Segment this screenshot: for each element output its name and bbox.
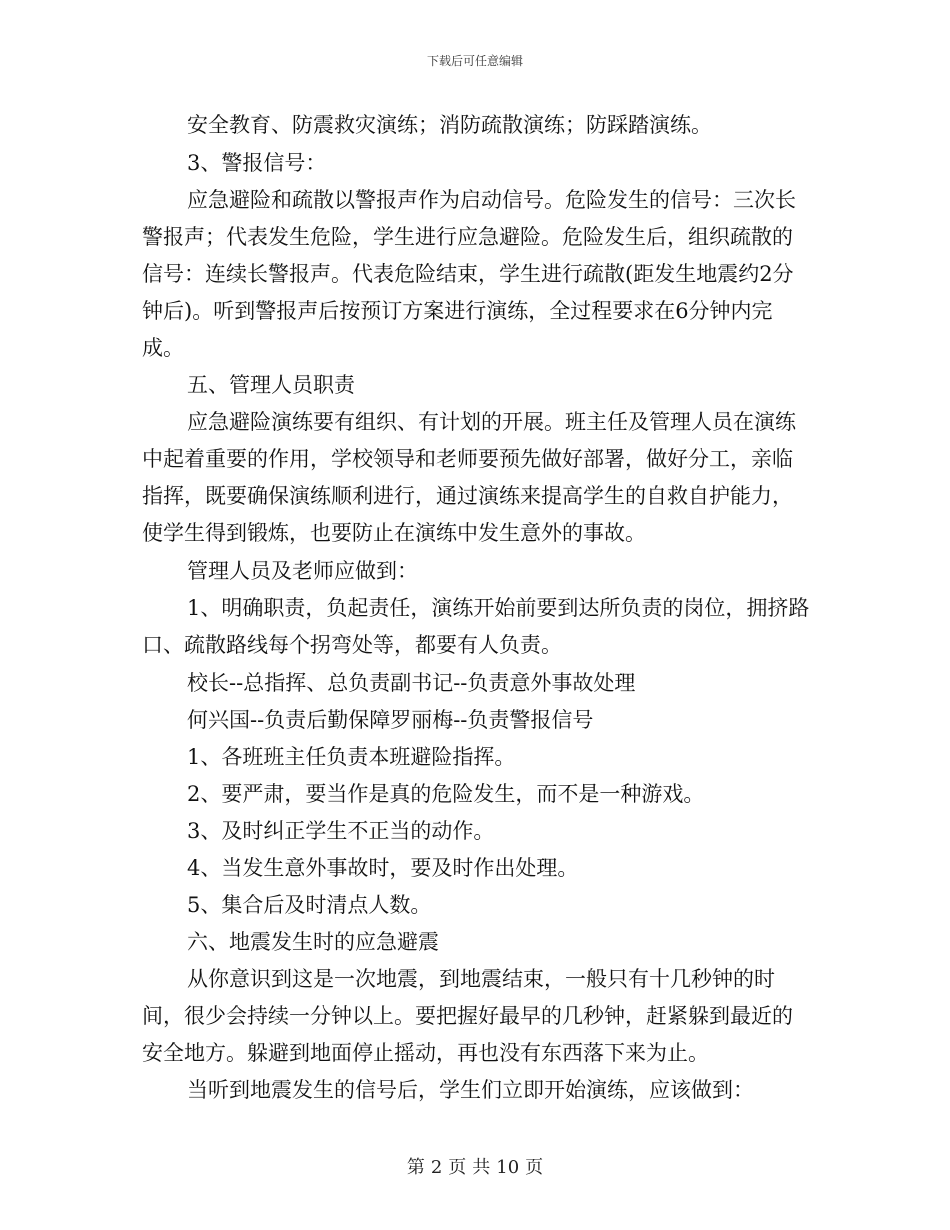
paragraph-alarm-signal: 应急避险和疏散以警报声作为启动信号。危险发生的信号：三次长警报声；代表发生危险，学生进行应急避险。危险发生后，组织疏散的信号：连续长警报声。代表危险结束，学生进行疏散(距发生地震约2分钟后)。听到警报声后按预订方案进行演练，全过程要求在6分钟内完成。 (142, 188, 796, 360)
role-logistics: 何兴国--负责后勤保障罗丽梅--负责警报信号 (187, 708, 594, 732)
page-current: 2 (430, 1157, 443, 1178)
paragraph-manager-duties: 应急避险演练要有组织、有计划的开展。班主任及管理人员在演练中起着重要的作用，学校领导和老师要预先做好部署，做好分工，亲临指挥，既要确保演练顺利进行，通过演练来提高学生的自救自护能力，使学生得到锻炼，也要防止在演练中发生意外的事故。 (142, 410, 796, 545)
total-unit: 页 (525, 1157, 544, 1178)
page-number (0, 1153, 950, 1179)
list-item-3: 3、及时纠正学生不正当的动作。 (187, 819, 495, 843)
download-note: 下载后可任意编辑 (426, 54, 523, 68)
list-item-2: 2、要严肃，要当作是真的危险发生，而不是一种游戏。 (187, 782, 705, 806)
role-principal: 校长--总指挥、总负责副书记--负责意外事故处理 (187, 671, 636, 695)
paragraph-clear-duties: 1、明确职责，负起责任，演练开始前要到达所负责的岗位，拥挤路口、疏散路线每个拐弯处等，都要有人负责。 (142, 596, 810, 657)
list-item-5: 5、集合后及时清点人数。 (187, 893, 432, 917)
page-unit: 页 (448, 1157, 467, 1178)
paragraph-drill-types: 安全教育、防震救灾演练；消防疏散演练；防踩踏演练。 (187, 113, 712, 137)
heading-alarm-signal: 3、警报信号： (187, 151, 327, 175)
total-label: 共 (472, 1157, 491, 1178)
page-total: 10 (496, 1157, 520, 1178)
heading-manager-duties: 五、管理人员职责 (187, 373, 355, 397)
paragraph-earthquake-duration: 从你意识到这是一次地震，到地震结束，一般只有十几秒钟的时间，很少会持续一分钟以上。要把握好最早的几秒钟，赶紧躲到最近的安全地方。躲避到地面停止摇动，再也没有东西落下来为止。 (142, 967, 793, 1065)
list-item-1: 1、各班班主任负责本班避险指挥。 (187, 745, 516, 769)
paragraph-on-signal: 当听到地震发生的信号后，学生们立即开始演练，应该做到： (187, 1078, 754, 1102)
page-label: 第 (406, 1157, 425, 1178)
heading-teachers-should: 管理人员及老师应做到： (187, 559, 418, 583)
list-item-4: 4、当发生意外事故时，要及时作出处理。 (187, 856, 579, 880)
heading-earthquake-response: 六、地震发生时的应急避震 (187, 930, 439, 954)
